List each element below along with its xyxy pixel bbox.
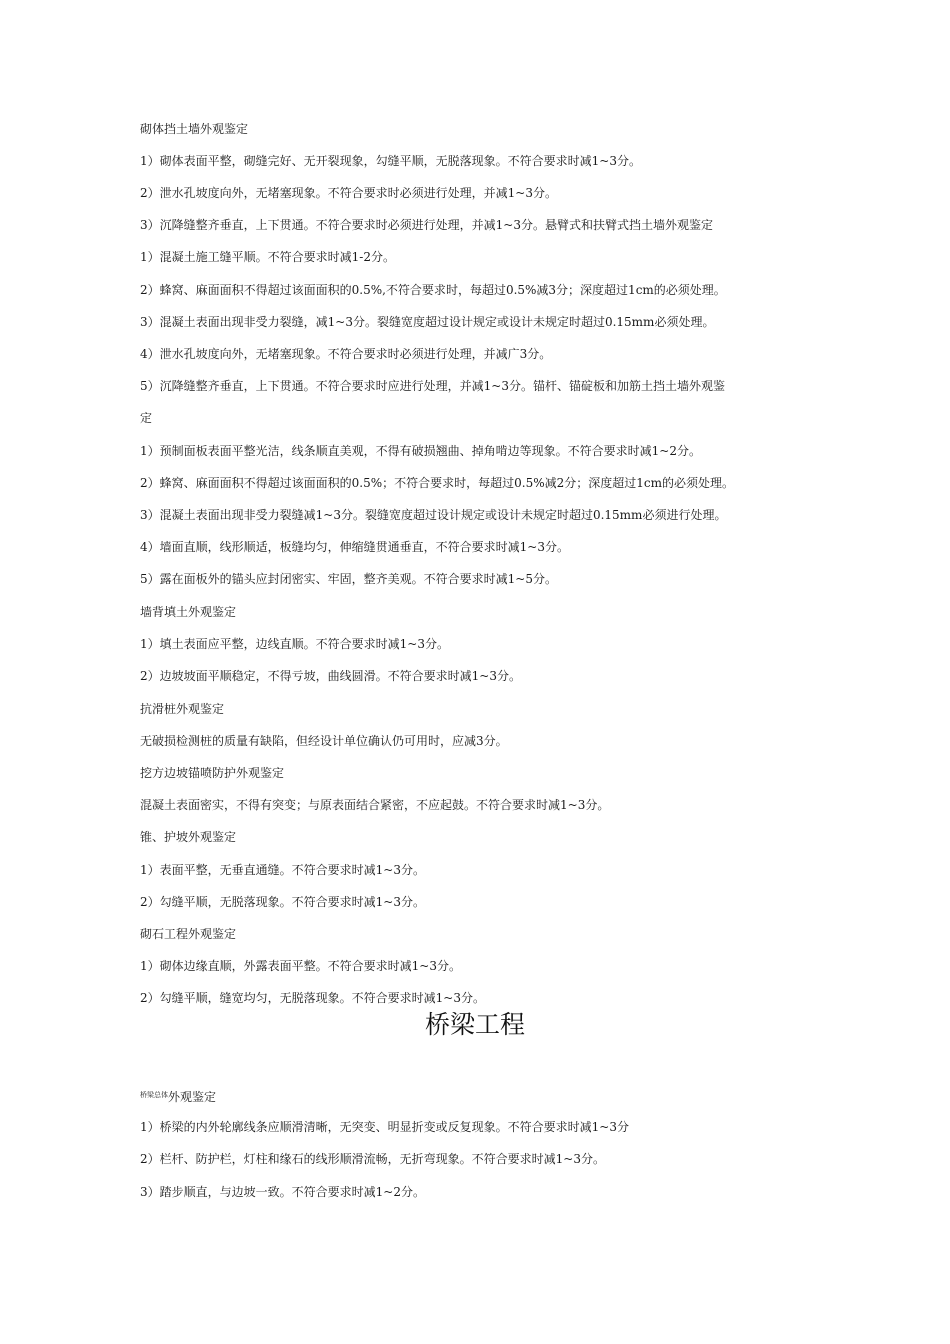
list-item: 2）泄水孔坡度向外，无堵塞现象。不符合要求时必须进行处理，并减1~3分。 <box>140 186 557 200</box>
list-item: 3）沉降缝整齐垂直，上下贯通。不符合要求时必须进行处理，并减1~3分。悬臂式和扶臂式挡土墙外观鉴定 <box>140 218 713 232</box>
list-item: 5）露在面板外的锚头应封闭密实、牢固，整齐美观。不符合要求时减1~5分。 <box>140 572 557 586</box>
list-item: 2）栏杆、防护栏，灯柱和缘石的线形顺滑流畅，无折弯现象。不符合要求时减1~3分。 <box>140 1152 605 1166</box>
list-item: 4）墙面直顺，线形顺适，板缝均匀，伸缩缝贯通垂直，不符合要求时减1~3分。 <box>140 540 569 554</box>
list-item: 5）沉降缝整齐垂直，上下贯通。不符合要求时应进行处理，并减1~3分。锚杆、锚碇板和加筋土挡土墙外观鉴 <box>140 379 725 393</box>
list-item: 2）边坡坡面平顺稳定，不得亏坡，曲线圆滑。不符合要求时减1~3分。 <box>140 669 521 683</box>
section-heading-cone-slope: 锥、护坡外观鉴定 <box>140 830 237 844</box>
list-item: 2）蜂窝、麻面面积不得超过该面面积的0.5%,不符合要求时，每超过0.5%减3分；深度超过1cm的必须处理。 <box>140 283 726 297</box>
heading-rest: 外观鉴定 <box>168 1090 217 1104</box>
list-item: 3）混凝土表面出现非受力裂缝，减1~3分。裂缝宽度超过设计规定或设计未规定时超过0.15mm必须处理。 <box>140 315 715 329</box>
section-heading-anti-slide-pile: 抗滑桩外观鉴定 <box>140 702 225 716</box>
list-item: 1）砌体表面平整，砌缝完好、无开裂现象，勾缝平顺，无脱落现象。不符合要求时减1~3分。 <box>140 154 641 168</box>
list-item: 3）混凝土表面出现非受力裂缝减1~3分。裂缝宽度超过设计规定或设计未规定时超过0.15mm必须进行处理。 <box>140 508 727 522</box>
heading-small-prefix: 桥梁总体 <box>140 1091 168 1099</box>
page-title: 桥梁工程 <box>424 1010 525 1039</box>
section-heading-stone-work: 砌石工程外观鉴定 <box>140 927 237 941</box>
list-item: 2）勾缝平顺，无脱落现象。不符合要求时减1~3分。 <box>140 895 425 909</box>
section-heading-bridge-overall <box>140 1087 820 1105</box>
section-heading-masonry-wall: 砌体挡土墙外观鉴定 <box>140 122 249 136</box>
list-item: 1）预制面板表面平整光洁，线条顺直美观，不得有破损翘曲、掉角啃边等现象。不符合要求时减1~2分。 <box>140 444 701 458</box>
list-item: 混凝土表面密实，不得有突变；与原表面结合紧密，不应起鼓。不符合要求时减1~3分。 <box>140 798 610 812</box>
list-item: 无破损检测桩的质量有缺陷，但经设计单位确认仍可用时，应减3分。 <box>140 734 508 748</box>
list-item: 1）桥梁的内外轮廓线条应顺滑清晰，无突变、明显折变或反复现象。不符合要求时减1~3分 <box>140 1120 629 1134</box>
list-item: 1）砌体边缘直顺，外露表面平整。不符合要求时减1~3分。 <box>140 959 461 973</box>
list-item: 1）填土表面应平整，边线直顺。不符合要求时减1~3分。 <box>140 637 449 651</box>
list-item: 1）表面平整，无垂直通缝。不符合要求时减1~3分。 <box>140 863 425 877</box>
list-item: 1）混凝土施工缝平顺。不符合要求时减1-2分。 <box>140 250 395 264</box>
list-item: 3）踏步顺直，与边坡一致。不符合要求时减1~2分。 <box>140 1185 425 1199</box>
section-heading-backfill: 墙背填土外观鉴定 <box>140 605 237 619</box>
list-item: 2）勾缝平顺，缝宽均匀，无脱落现象。不符合要求时减1~3分。 <box>140 991 485 1005</box>
list-item: 2）蜂窝、麻面面积不得超过该面面积的0.5%；不符合要求时，每超过0.5%减2分；深度超过1cm的必须处理。 <box>140 476 734 490</box>
section-heading-cut-slope: 挖方边坡锚喷防护外观鉴定 <box>140 766 285 780</box>
list-item-continuation: 定 <box>140 411 153 425</box>
list-item: 4）泄水孔坡度向外，无堵塞现象。不符合要求时必须进行处理，并减广3分。 <box>140 347 552 361</box>
